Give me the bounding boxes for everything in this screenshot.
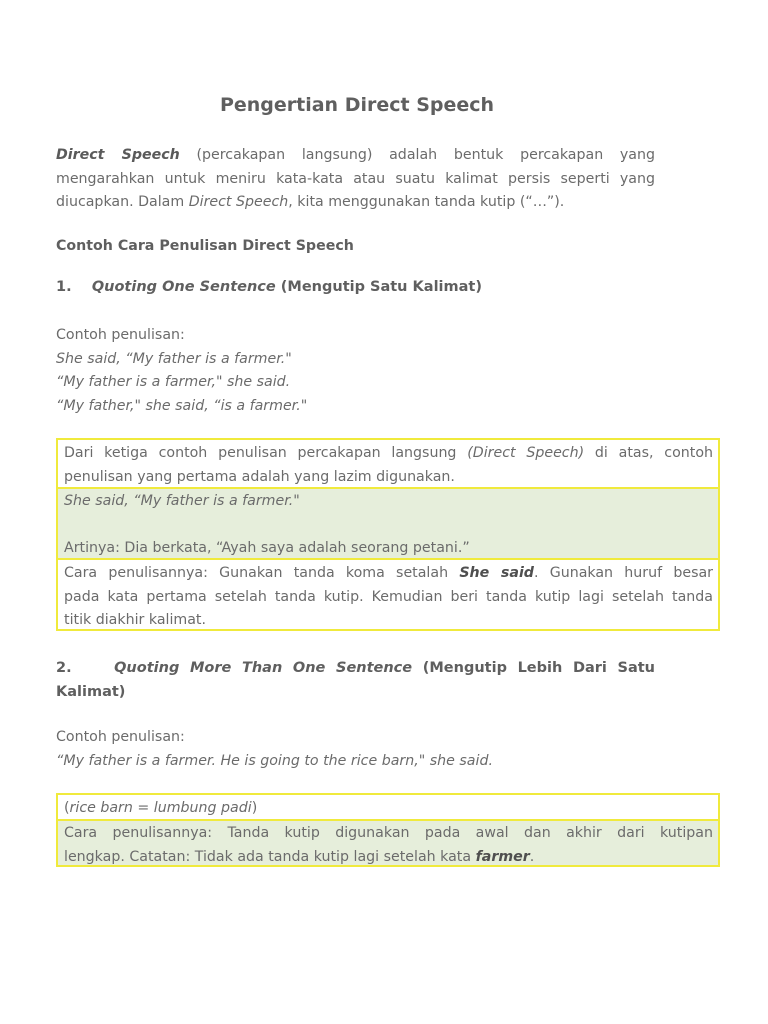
note-term: (Direct Speech): [467, 445, 585, 461]
example-2: “My father is a farmer," she said.: [56, 374, 291, 390]
section-2-rule-box: [56, 819, 720, 867]
intro-line-3-term: Direct Speech: [188, 194, 289, 210]
highlight-example: [64, 490, 713, 514]
section-heading: Contoh Cara Penulisan Direct Speech: [56, 238, 354, 254]
intro-line-1: [56, 144, 655, 168]
intro-paragraph: [56, 144, 655, 215]
intro-line-3-a: diucapkan. Dalam: [56, 194, 189, 210]
rule-line-1-a: Cara penulisannya: Gunakan tanda koma setalah: [64, 565, 460, 581]
section-2-title-line-1: [56, 656, 655, 680]
page-title: Pengertian Direct Speech: [219, 94, 495, 116]
section-1-title-rest: (Mengutip Satu Kalimat): [275, 279, 482, 295]
highlight-translation: Artinya: Dia berkata, “Ayah saya adalah seorang petani.”: [64, 540, 470, 556]
highlight-example-text: She said, “My father is a farmer.": [64, 493, 300, 509]
section-2-rule-line-2-b: .: [529, 848, 535, 865]
example-3: “My father," she said, “is a farmer.": [56, 397, 308, 414]
intro-line-1-rest: (percakapan langsung) adalah bentuk percakapan yang: [179, 147, 656, 163]
section-1-example-label: Contoh penulisan:: [56, 327, 185, 343]
section-2-number: 2.: [56, 660, 72, 676]
section-2-title-rest: (Mengutip Lebih Dari Satu: [412, 660, 655, 676]
section-2-rule-term: farmer: [475, 848, 530, 865]
intro-line-3: [56, 191, 655, 215]
highlight-box: [56, 487, 720, 560]
rule-term: She said: [459, 565, 534, 581]
section-1-title-italic: Quoting One Sentence: [91, 279, 276, 295]
rule-line-3: titik diakhir kalimat.: [64, 612, 206, 628]
section-1-examples: [56, 324, 307, 418]
section-1-title: [56, 279, 655, 295]
note-line-1-b: di atas, contoh: [584, 445, 713, 461]
rule-line-1-b: . Gunakan huruf besar: [533, 565, 713, 581]
intro-line-2: mengarahkan untuk meniru kata-kata atau suatu kalimat persis seperti yang: [56, 170, 655, 187]
section-2-title: [56, 656, 655, 704]
section-2-rule-line-2-a: lengkap. Catatan: Tidak ada tanda kutip lagi setelah kata: [64, 848, 476, 865]
section-2-rule-line-1: Cara penulisannya: Tanda kutip digunakan pada awal dan akhir dari kutipan: [64, 825, 713, 841]
gloss-box: [56, 793, 720, 821]
intro-line-3-b: , kita menggunakan tanda kutip (“…”).: [288, 194, 565, 210]
example-1: She said, “My father is a farmer.": [56, 350, 292, 367]
section-2-rule-line-2: [64, 849, 534, 865]
example-line: [56, 395, 307, 419]
section-2-title-line-2: Kalimat): [56, 684, 126, 700]
example-line: [56, 348, 307, 372]
section-2-example-label: Contoh penulisan:: [56, 729, 185, 745]
note-box: [56, 438, 720, 489]
note-line-1: [64, 442, 713, 466]
gloss-text: rice barn = lumbung padi: [69, 800, 252, 816]
example-line: [56, 750, 493, 774]
section-2-examples: [56, 726, 493, 773]
example-line: [56, 371, 307, 395]
section-1-number: 1.: [56, 279, 72, 295]
blank-line: [64, 514, 713, 538]
intro-term: Direct Speech: [56, 147, 180, 163]
rule-line-2: pada kata pertama setelah tanda kutip. Kemudian beri tanda kutip lagi setelah tanda: [64, 588, 713, 605]
gloss-close: ): [251, 800, 258, 816]
rule-box: [56, 558, 720, 631]
section-2-title-italic: Quoting More Than One Sentence: [114, 660, 413, 676]
rule-line-1: [64, 562, 713, 586]
gloss-open: (: [64, 800, 70, 816]
section-2-example: “My father is a farmer. He is going to the rice barn," she said.: [56, 752, 493, 769]
note-line-1-a: Dari ketiga contoh penulisan percakapan langsung: [64, 445, 468, 461]
note-line-2: penulisan yang pertama adalah yang lazim digunakan.: [64, 468, 455, 485]
